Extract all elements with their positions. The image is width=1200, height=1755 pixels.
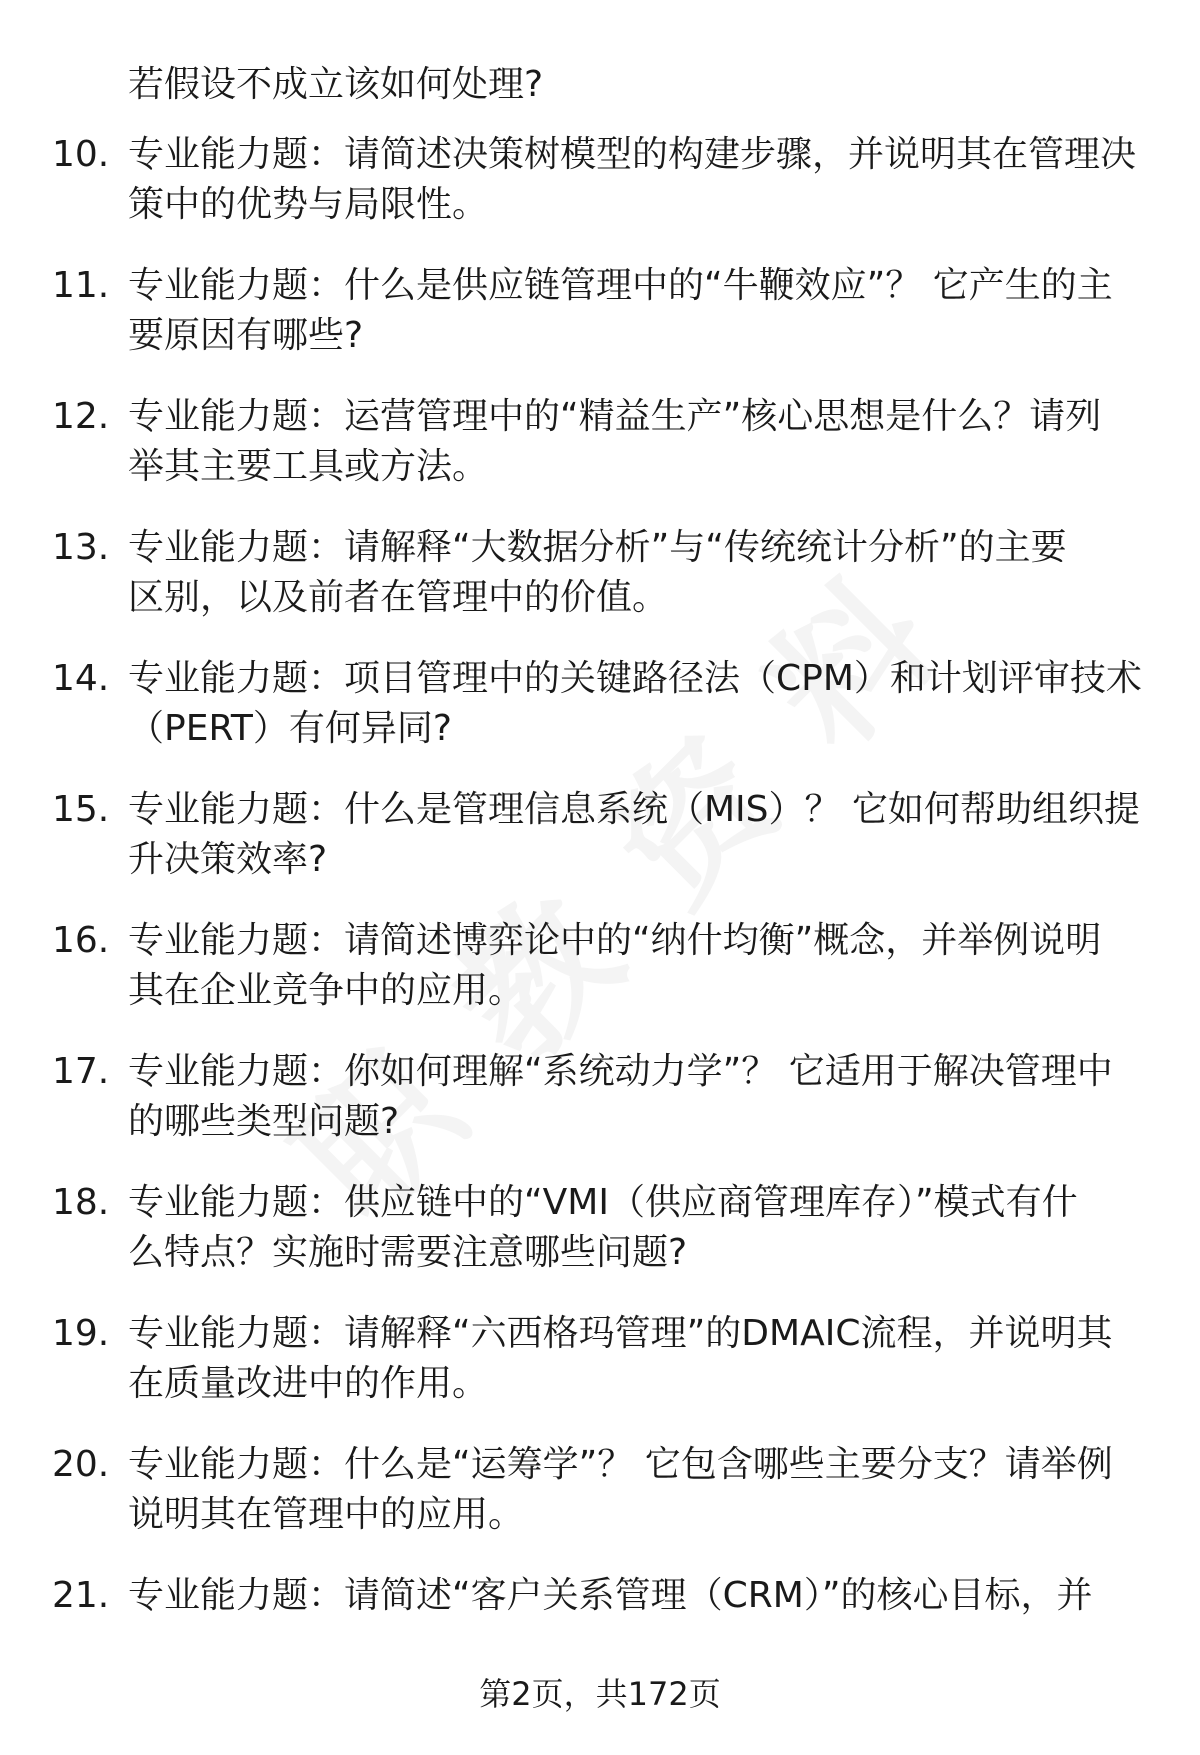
question-item [0,785,1200,916]
question-number: 15. [52,789,110,830]
question-text [128,1047,1158,1147]
question-line: 专业能力题：什么是供应链管理中的“牛鞭效应”？ 它产生的主 [128,265,1113,306]
question-text [128,916,1158,1016]
question-number: 21. [52,1575,110,1616]
question-text [128,392,1158,492]
question-line: 专业能力题：请简述决策树模型的构建步骤，并说明其在管理决 [128,134,1137,175]
question-text [128,523,1158,623]
question-number: 19. [52,1313,110,1354]
question-line: 要原因有哪些? [128,315,364,356]
question-number: 10. [52,134,110,175]
question-line: 专业能力题：供应链中的“VMI（供应商管理库存）”模式有什 [128,1182,1078,1223]
question-text [128,785,1158,885]
question-item [0,130,1200,261]
question-line: 专业能力题：请简述博弈论中的“纳什均衡”概念，并举例说明 [128,920,1102,961]
question-item [0,261,1200,392]
question-line: 专业能力题：运营管理中的“精益生产”核心思想是什么？请列 [128,396,1102,437]
question-text [128,130,1158,230]
question-line: 在质量改进中的作用。 [128,1363,489,1404]
question-text [128,1178,1158,1278]
question-number: 11. [52,265,110,306]
page-footer: 第2页，共172页 [479,1675,721,1713]
question-line: 说明其在管理中的应用。 [128,1494,525,1535]
question-number: 18. [52,1182,110,1223]
question-line: 专业能力题：什么是“运筹学”？ 它包含哪些主要分支？请举例 [128,1444,1113,1485]
question-item [0,1440,1200,1571]
question-line: 升决策效率? [128,839,328,880]
question-number: 20. [52,1444,110,1485]
question-item [0,916,1200,1047]
question-text [128,1571,1158,1621]
question-line: 专业能力题：请解释“大数据分析”与“传统统计分析”的主要 [128,527,1067,568]
question-text [128,1440,1158,1540]
question-line: 么特点？实施时需要注意哪些问题? [128,1232,688,1273]
question-number: 12. [52,396,110,437]
question-item [0,654,1200,785]
question-number: 17. [52,1051,110,1092]
question-number: 13. [52,527,110,568]
question-line: 专业能力题：你如何理解“系统动力学”？ 它适用于解决管理中 [128,1051,1113,1092]
question-line: 专业能力题：请解释“六西格玛管理”的DMAIC流程，并说明其 [128,1313,1113,1354]
question-item [0,1309,1200,1440]
question-number: 14. [52,658,110,699]
question-line: 的哪些类型问题? [128,1101,400,1142]
question-list [0,130,1200,1702]
question-line: 专业能力题：项目管理中的关键路径法（CPM）和计划评审技术 [128,658,1142,699]
question-line: 其在企业竞争中的应用。 [128,970,525,1011]
question-item [0,1178,1200,1309]
continuation-text: 若假设不成立该如何处理? [128,64,544,105]
question-item [0,523,1200,654]
question-item [0,392,1200,523]
question-line: 区别，以及前者在管理中的价值。 [128,577,669,618]
question-line: 专业能力题：什么是管理信息系统（MIS）？ 它如何帮助组织提 [128,789,1140,830]
question-line: 举其主要工具或方法。 [128,446,489,487]
question-text [128,654,1158,754]
question-text [128,1309,1158,1409]
question-number: 16. [52,920,110,961]
question-line: （PERT）有何异同? [128,708,452,749]
question-line: 策中的优势与局限性。 [128,184,489,225]
question-line: 专业能力题：请简述“客户关系管理（CRM）”的核心目标，并 [128,1575,1093,1616]
question-item [0,1047,1200,1178]
question-text [128,261,1158,361]
